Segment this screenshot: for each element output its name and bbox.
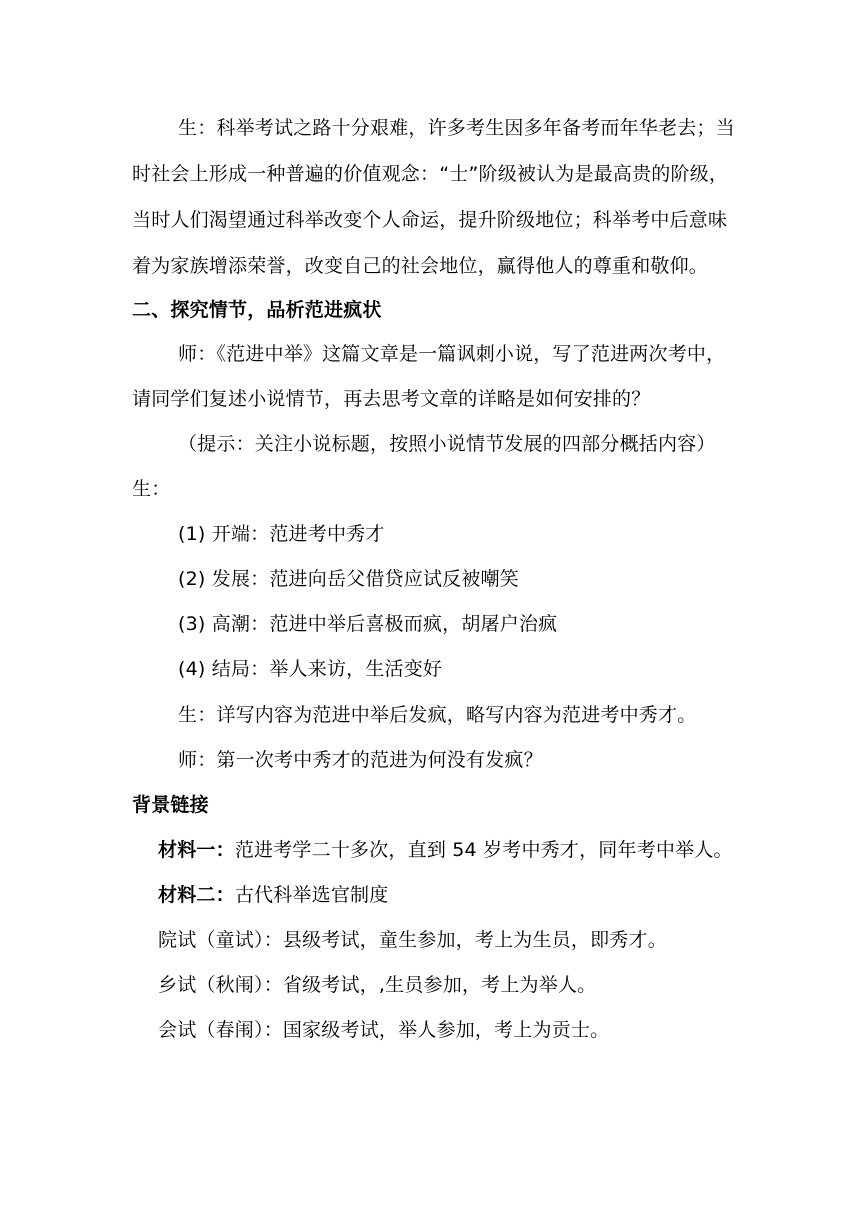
student-answer: 生：详写内容为范进中举后发疯，略写内容为范进考中秀才。 <box>178 704 697 726</box>
paragraph-line: 着为家族增添荣誉，改变自己的社会地位，赢得他人的尊重和敬仰。 <box>132 255 709 277</box>
plot-item: (4) 结局：举人来访，生活变好 <box>178 658 443 680</box>
teacher-question2: 师：第一次考中秀才的范进为何没有发疯？ <box>178 749 543 771</box>
section-heading: 二、探究情节，品析范进疯状 <box>132 299 382 321</box>
student-label: 生： <box>132 478 171 500</box>
plot-item: (1) 开端：范进考中秀才 <box>178 523 385 545</box>
material-one-text: 范进考学二十多次，直到 54 岁考中秀才，同年考中举人。 <box>234 839 733 861</box>
paragraph-line: 生：科举考试之路十分艰难，许多考生因多年备考而年华老去；当 <box>178 117 735 139</box>
plot-item: (2) 发展：范进向岳父借贷应试反被嘲笑 <box>178 568 519 590</box>
paragraph-line: 时社会上形成一种普遍的价值观念：“士”阶级被认为是最高贵的阶级， <box>132 163 729 185</box>
material-two <box>158 883 388 907</box>
paragraph-line: 当时人们渴望通过科举改变个人命运，提升阶级地位；科举考中后意味 <box>132 209 728 231</box>
hint-text: （提示：关注小说标题，按照小说情节发展的四部分概括内容） <box>178 433 716 455</box>
exam-item: 院试（童试）：县级考试，童生参加，考上为生员，即秀才。 <box>158 929 667 951</box>
exam-item: 乡试（秋闱）：省级考试，,生员参加，考上为举人。 <box>158 974 597 996</box>
plot-item: (3) 高潮：范进中举后喜极而疯，胡屠户治疯 <box>178 613 558 635</box>
background-heading: 背景链接 <box>132 794 209 816</box>
teacher-question-line: 师：《范进中举》这篇文章是一篇讽刺小说，写了范进两次考中， <box>178 343 726 365</box>
exam-item: 会试（春闱）：国家级考试，举人参加，考上为贡士。 <box>158 1019 610 1041</box>
material-two-label: 材料二： <box>158 884 235 906</box>
material-one-label: 材料一： <box>158 839 235 861</box>
teacher-question-line: 请同学们复述小说情节，再去思考文章的详略是如何安排的？ <box>132 388 651 410</box>
material-one <box>158 838 733 862</box>
material-two-text: 古代科举选官制度 <box>234 884 389 906</box>
